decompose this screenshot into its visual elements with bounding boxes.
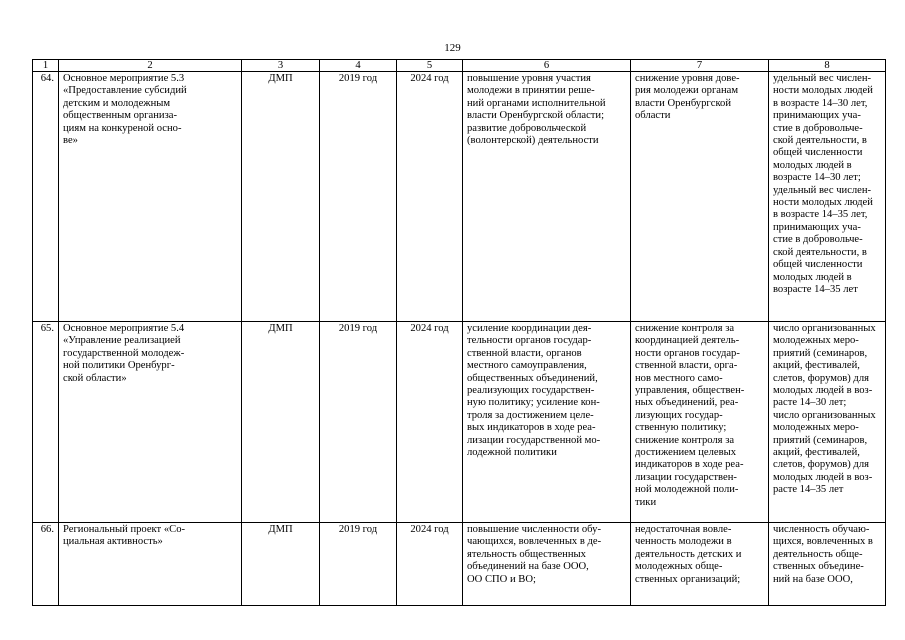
row-number: 64. (33, 72, 59, 322)
expected-result: повышение численности обу- чающихся, вовлеченных в де- ятельность общественных объединений на базе ООО, ОО СПО и ВО; (463, 523, 631, 606)
measure-name: Основное мероприятие 5.3 «Предоставление субсидий детским и молодежным общественным организа- циям на конкуреной осно- ве» (59, 72, 242, 322)
end-year: 2024 год (397, 322, 463, 523)
non-implementation-consequence: снижение уровня дове- рия молодежи органам власти Оренбургской области (631, 72, 769, 322)
executor: ДМП (242, 523, 320, 606)
table-row (33, 523, 886, 606)
header-col-3: 3 (242, 60, 320, 72)
non-implementation-consequence: снижение контроля за координацией деятель- ности органов государ- ственной власти, орга- нов местного само- управления, обществен- ных объединений, реа- лизующих государ- ственную политику; снижение контроля за достижением целевых индикаторов в ходе реа- лизации государствен- ной молодежной поли- тики (631, 322, 769, 523)
row-number: 65. (33, 322, 59, 523)
table-row (33, 72, 886, 322)
table-row (33, 322, 886, 523)
header-col-1: 1 (33, 60, 59, 72)
header-col-4: 4 (320, 60, 397, 72)
page-number: 129 (444, 42, 461, 54)
expected-result: усиление координации дея- тельности органов государ- ственной власти, органов местного самоуправления, общественных объединений, реализующих государствен- ную политику; усиление кон- троля за достижением целе- вых индикаторов в ходе реа- лизации государственной мо- лодежной политики (463, 322, 631, 523)
related-indicator: численность обучаю- щихся, вовлеченных в деятельность обще- ственных объедине- ний на базе ООО, (769, 523, 886, 606)
executor: ДМП (242, 322, 320, 523)
start-year: 2019 год (320, 72, 397, 322)
measure-name: Региональный проект «Со- циальная активность» (59, 523, 242, 606)
header-col-6: 6 (463, 60, 631, 72)
header-col-5: 5 (397, 60, 463, 72)
header-row (33, 60, 886, 72)
start-year: 2019 год (320, 322, 397, 523)
header-col-8: 8 (769, 60, 886, 72)
executor: ДМП (242, 72, 320, 322)
related-indicator: число организованных молодежных меро- приятий (семинаров, акций, фестивалей, слетов, форумов) для молодых людей в воз- расте 14–30 лет; число организованных молодежных меро- приятий (семинаров, акций, фестивалей, слетов, форумов) для молодых людей в воз- расте 14–35 лет (769, 322, 886, 523)
expected-result: повышение уровня участия молодежи в принятии реше- ний органами исполнительной власти Оренбургской области; развитие добровольческой (волонтерской) деятельности (463, 72, 631, 322)
start-year: 2019 год (320, 523, 397, 606)
non-implementation-consequence: недостаточная вовле- ченность молодежи в деятельность детских и молодежных обще- ственных организаций; (631, 523, 769, 606)
end-year: 2024 год (397, 523, 463, 606)
header-col-7: 7 (631, 60, 769, 72)
program-measures-table (32, 59, 886, 606)
header-col-2: 2 (59, 60, 242, 72)
row-number: 66. (33, 523, 59, 606)
related-indicator: удельный вес числен- ности молодых людей в возрасте 14–30 лет, принимающих уча- стие в добровольче- ской деятельности, в общей численности молодых людей в возрасте 14–30 лет; удельный вес числен- ности молодых людей в возрасте 14–35 лет, принимающих уча- стие в добровольче- ской деятельности, в общей численности молодых людей в возрасте 14–35 лет (769, 72, 886, 322)
measure-name: Основное мероприятие 5.4 «Управление реализацией государственной молодеж- ной политики Оренбург- ской области» (59, 322, 242, 523)
end-year: 2024 год (397, 72, 463, 322)
